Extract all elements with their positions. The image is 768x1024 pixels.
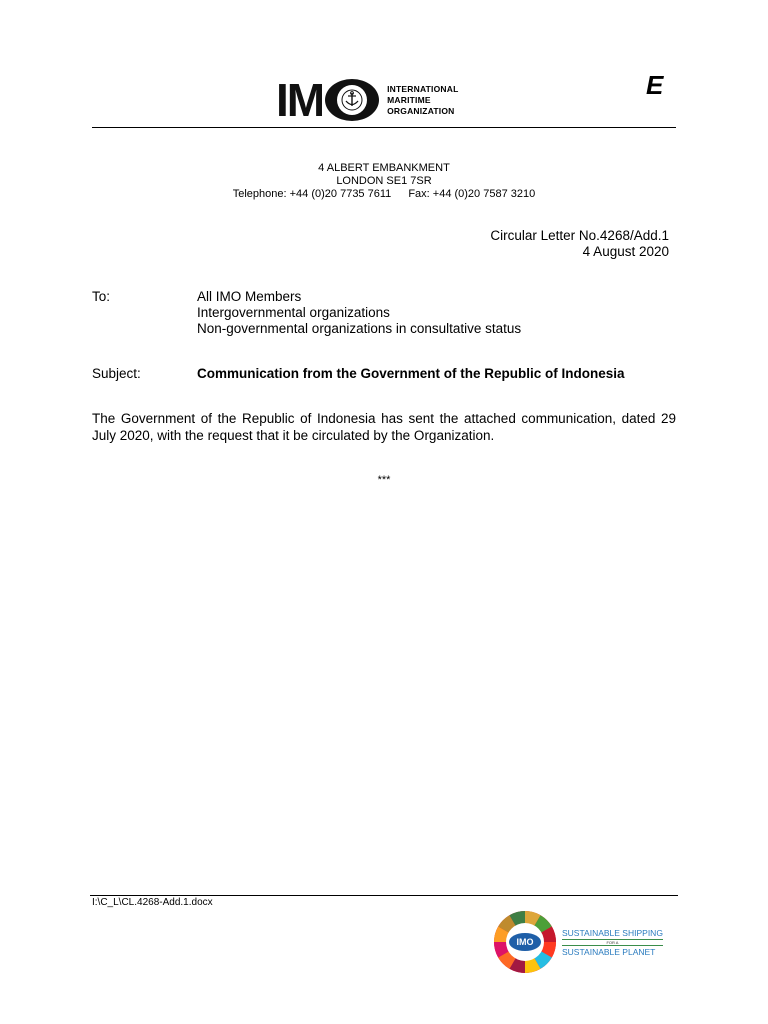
recipient-list bbox=[197, 289, 521, 337]
organization-name bbox=[387, 84, 458, 117]
sdg-tagline-line2: SUSTAINABLE PLANET bbox=[562, 945, 663, 957]
sustainable-shipping-logo bbox=[492, 909, 678, 975]
circular-reference bbox=[490, 228, 669, 260]
header-divider bbox=[92, 127, 676, 128]
language-code: E bbox=[646, 70, 664, 100]
address-block bbox=[92, 162, 676, 201]
sdg-tagline-mid: FOR A bbox=[606, 939, 619, 945]
telephone: Telephone: +44 (0)20 7735 7611 bbox=[232, 188, 392, 200]
sdg-wheel-icon bbox=[492, 909, 558, 975]
to-label: To: bbox=[92, 289, 111, 304]
imo-logo bbox=[276, 75, 518, 125]
file-path: I:\C_L\CL.4268-Add.1.docx bbox=[92, 897, 213, 908]
sdg-tagline-line1: SUSTAINABLE SHIPPING bbox=[562, 927, 663, 938]
contact-line bbox=[92, 188, 676, 201]
recipient-item: Non-governmental organizations in consultative status bbox=[197, 321, 522, 336]
org-name-line: MARITIME bbox=[387, 94, 431, 105]
anchor-emblem-icon bbox=[337, 85, 367, 115]
subject-label: Subject: bbox=[92, 366, 141, 381]
recipient-item: Intergovernmental organizations bbox=[197, 305, 390, 320]
body-paragraph: The Government of the Republic of Indonesia has sent the attached communication, dated 29 July 2020, with the request that it be circulated by the Organization. bbox=[92, 411, 676, 443]
imo-logo-letters bbox=[276, 74, 379, 126]
org-name-line: INTERNATIONAL bbox=[387, 83, 459, 94]
circular-number: Circular Letter No.4268/Add.1 bbox=[490, 228, 669, 243]
address-line: 4 ALBERT EMBANKMENT bbox=[318, 162, 450, 174]
imo-logo-emblem bbox=[325, 79, 379, 121]
footer-divider bbox=[90, 895, 678, 896]
end-separator: *** bbox=[377, 474, 391, 486]
circular-date: 4 August 2020 bbox=[582, 244, 669, 259]
sdg-logo-text: IMO bbox=[516, 937, 534, 947]
subject-text: Communication from the Government of the Republic of Indonesia bbox=[197, 366, 625, 381]
address-line: LONDON SE1 7SR bbox=[336, 175, 432, 187]
imo-logo-im: IM bbox=[276, 74, 324, 126]
sdg-tagline bbox=[562, 928, 663, 957]
fax: Fax: +44 (0)20 7587 3210 bbox=[408, 188, 536, 200]
org-name-line: ORGANIZATION bbox=[387, 105, 455, 116]
recipient-item: All IMO Members bbox=[197, 289, 302, 304]
